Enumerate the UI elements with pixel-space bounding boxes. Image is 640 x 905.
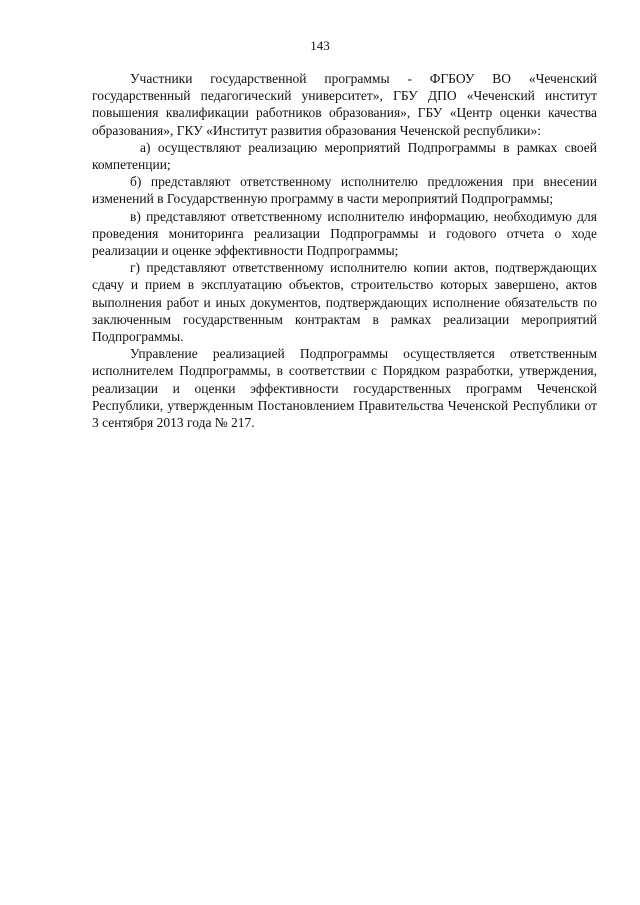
paragraph-participants: Участники государственной программы - ФГБОУ ВО «Чеченский государственный педагогический университет», ГБУ ДПО «Чеченский институт повышения квалификации работников образования», ГБУ «Центр оценки качества образования», ГКУ «Институт развития образования Чеченской республики»:	[92, 71, 597, 138]
paragraph-item-v: в) представляют ответственному исполнителю информацию, необходимую для проведения мониторинга реализации Подпрограммы и годового отчета о ходе реализации и оценке эффективности Подпрограммы;	[92, 208, 597, 259]
paragraph-item-g: г) представляют ответственному исполнителю копии актов, подтверждающих сдачу и прием в эксплуатацию объектов, строительство которых завершено, актов выполнения работ и иных документов, подтверждающих исполнение обязательств по заключенным государственным контрактам в рамках реализации мероприятий Подпрограммы.	[92, 260, 597, 345]
page-number: 143	[310, 38, 330, 53]
paragraph-item-a: а) осуществляют реализацию мероприятий Подпрограммы в рамках своей компетенции;	[92, 139, 597, 173]
document-body	[92, 70, 597, 431]
paragraph-management: Управление реализацией Подпрограммы осуществляется ответственным исполнителем Подпрограммы, в соответствии с Порядком разработки, утверждения, реализации и оценки эффективности государственных программ Чеченской Республики, утвержденным Постановлением Правительства Чеченской Республики от 3 сентября 2013 года № 217.	[92, 346, 597, 431]
paragraph-item-b: б) представляют ответственному исполнителю предложения при внесении изменений в Государственную программу в части мероприятий Подпрограммы;	[92, 174, 597, 207]
